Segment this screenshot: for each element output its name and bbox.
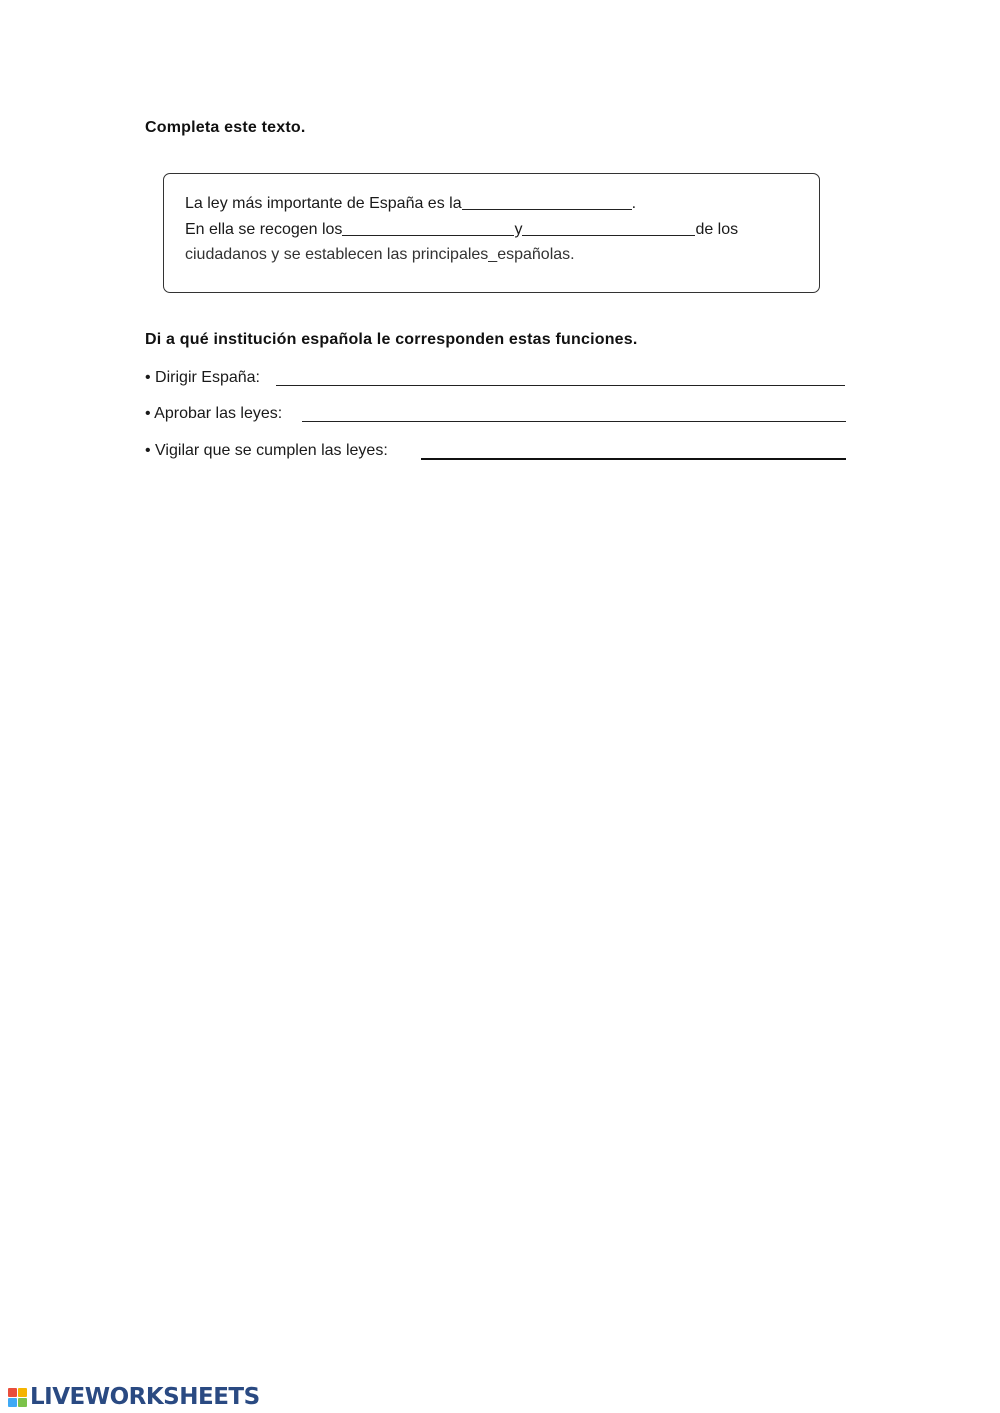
answer-blank-constitution[interactable] (462, 194, 632, 210)
function-label: • Dirigir España: (145, 369, 260, 386)
answer-line-vigilar[interactable] (421, 444, 846, 460)
fill-in-text-box (163, 173, 820, 293)
text-line-1 (185, 194, 636, 213)
function-label: • Vigilar que se cumplen las leyes: (145, 442, 388, 459)
brand-wordmark: LIVEWORKSHEETS (30, 1384, 260, 1410)
answer-line-dirigir[interactable] (276, 370, 845, 386)
section1-heading: Completa este texto. (145, 119, 306, 136)
line2-text-after: de los (695, 221, 739, 238)
liveworksheets-logo-icon (8, 1388, 27, 1407)
liveworksheets-brand[interactable] (8, 1383, 260, 1411)
function-item (145, 405, 282, 425)
text-line-3: ciudadanos y se establecen las principales_españolas. (185, 246, 575, 263)
line1-text-before: La ley más importante de España es la (185, 195, 462, 212)
logo-square-icon (8, 1388, 17, 1397)
function-item (145, 369, 260, 389)
answer-line-aprobar[interactable] (302, 406, 846, 422)
function-item (145, 442, 388, 462)
logo-square-icon (8, 1398, 17, 1407)
logo-square-icon (18, 1388, 27, 1397)
line2-text-middle: y (514, 221, 523, 238)
line2-text-before: En ella se recogen los (185, 221, 343, 238)
answer-blank-duties[interactable] (522, 220, 695, 236)
text-line-2 (185, 220, 738, 239)
function-label: • Aprobar las leyes: (145, 405, 283, 422)
answer-blank-rights[interactable] (342, 220, 514, 236)
logo-square-icon (18, 1398, 27, 1407)
section2-heading: Di a qué institución española le corresponden estas funciones. (145, 331, 638, 348)
line1-text-after: . (631, 195, 637, 212)
